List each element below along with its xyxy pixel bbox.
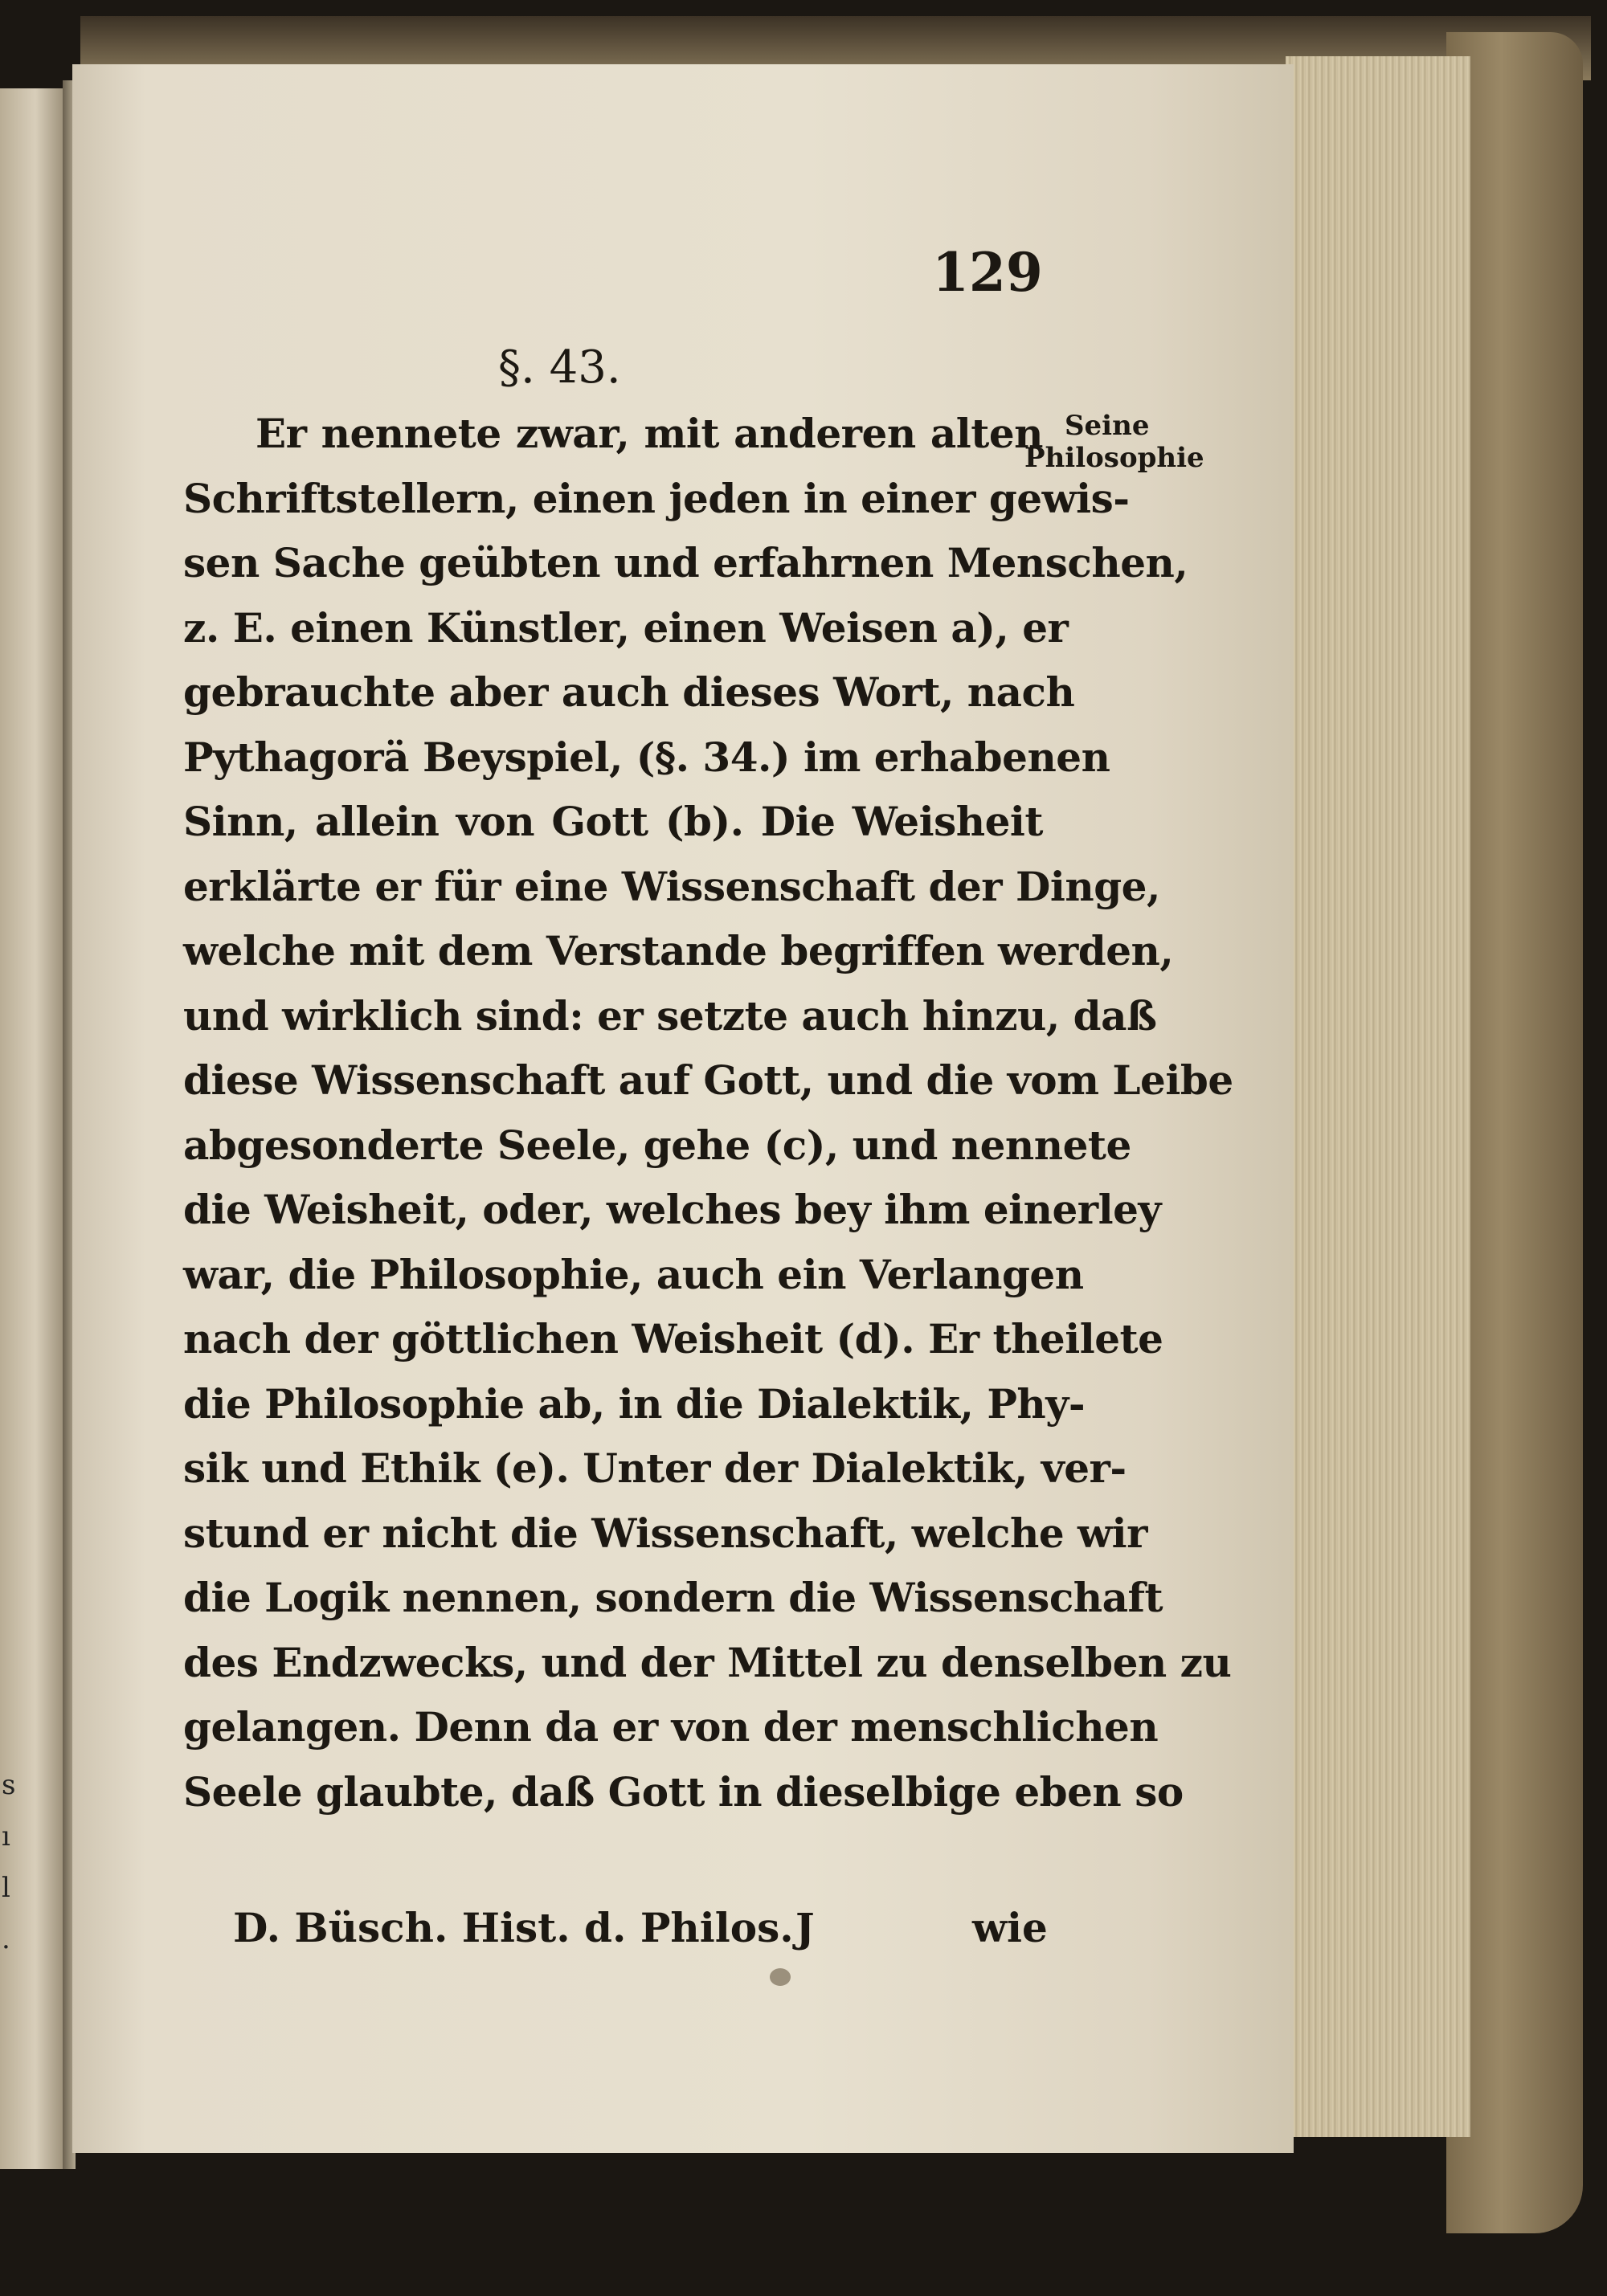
paper-stain [770,1968,791,1986]
left-margin-char: . [2,1923,10,1955]
text-line: Er nennete zwar, mit anderen alten [256,410,1043,457]
page-number: 129 [932,241,1043,304]
text-line: Seele glaubte, daß Gott in dieselbige eben so [183,1767,1184,1816]
text-line: stund er nicht die Wissenschaft, welche wir [183,1509,1147,1557]
text-line: Sinn, allein von Gott (b). Die Weisheit [183,798,1043,845]
text-line: erklärte er für eine Wissenschaft der Dinge, [183,862,1160,910]
catchword: wie [972,1904,1048,1951]
text-line: und wirklich sind: er setzte auch hinzu, daß [183,991,1157,1040]
text-line: z. E. einen Künstler, einen Weisen a), er [183,603,1069,652]
text-line: welche mit dem Verstande begriffen werden, [183,927,1174,974]
marginal-note-line: Philosophie [1024,442,1204,474]
text-line: die Philosophie ab, in die Dialektik, Phy- [183,1379,1086,1428]
text-line: sen Sache geübten und erfahrnen Menschen, [183,539,1188,586]
text-line: Schriftstellern, einen jeden in einer gewis- [183,474,1130,522]
text-line: Pythagorä Beyspiel, (§. 34.) im erhabenen [183,733,1110,781]
page-footer [233,1904,1048,1968]
text-line: die Logik nennen, sondern die Wissenschaft [183,1574,1163,1621]
text-line: war, die Philosophie, auch ein Verlangen [183,1250,1084,1298]
left-page-margin-marks [2,1759,26,1965]
text-line: sik und Ethik (e). Unter der Dialektik, ver- [183,1444,1127,1492]
text-line: des Endzwecks, und der Mittel zu denselben zu [183,1638,1232,1686]
left-margin-char: s [2,1769,16,1801]
section-heading: §. 43. [498,341,621,394]
left-page-strip [0,88,64,2169]
marginal-note [1024,410,1204,474]
text-line: nach der göttlichen Weisheit (d). Er theilete [183,1315,1163,1362]
text-line: diese Wissenschaft auf Gott, und die vom Leibe [183,1056,1233,1104]
left-margin-char: l [2,1872,10,1904]
printer-signature: D. Büsch. Hist. d. Philos. [233,1904,794,1951]
text-line: abgesonderte Seele, gehe (c), und nennete [183,1121,1131,1169]
page-edges [1286,56,1470,2137]
text-line: gelangen. Denn da er von der menschlichen [183,1703,1159,1751]
text-line: die Weisheit, oder, welches bey ihm einerley [183,1186,1161,1233]
text-line: gebrauchte aber auch dieses Wort, nach [183,668,1075,716]
left-margin-char: ı [2,1820,10,1853]
signature-mark: J [795,1904,815,1951]
marginal-note-line: Seine [1065,410,1150,442]
